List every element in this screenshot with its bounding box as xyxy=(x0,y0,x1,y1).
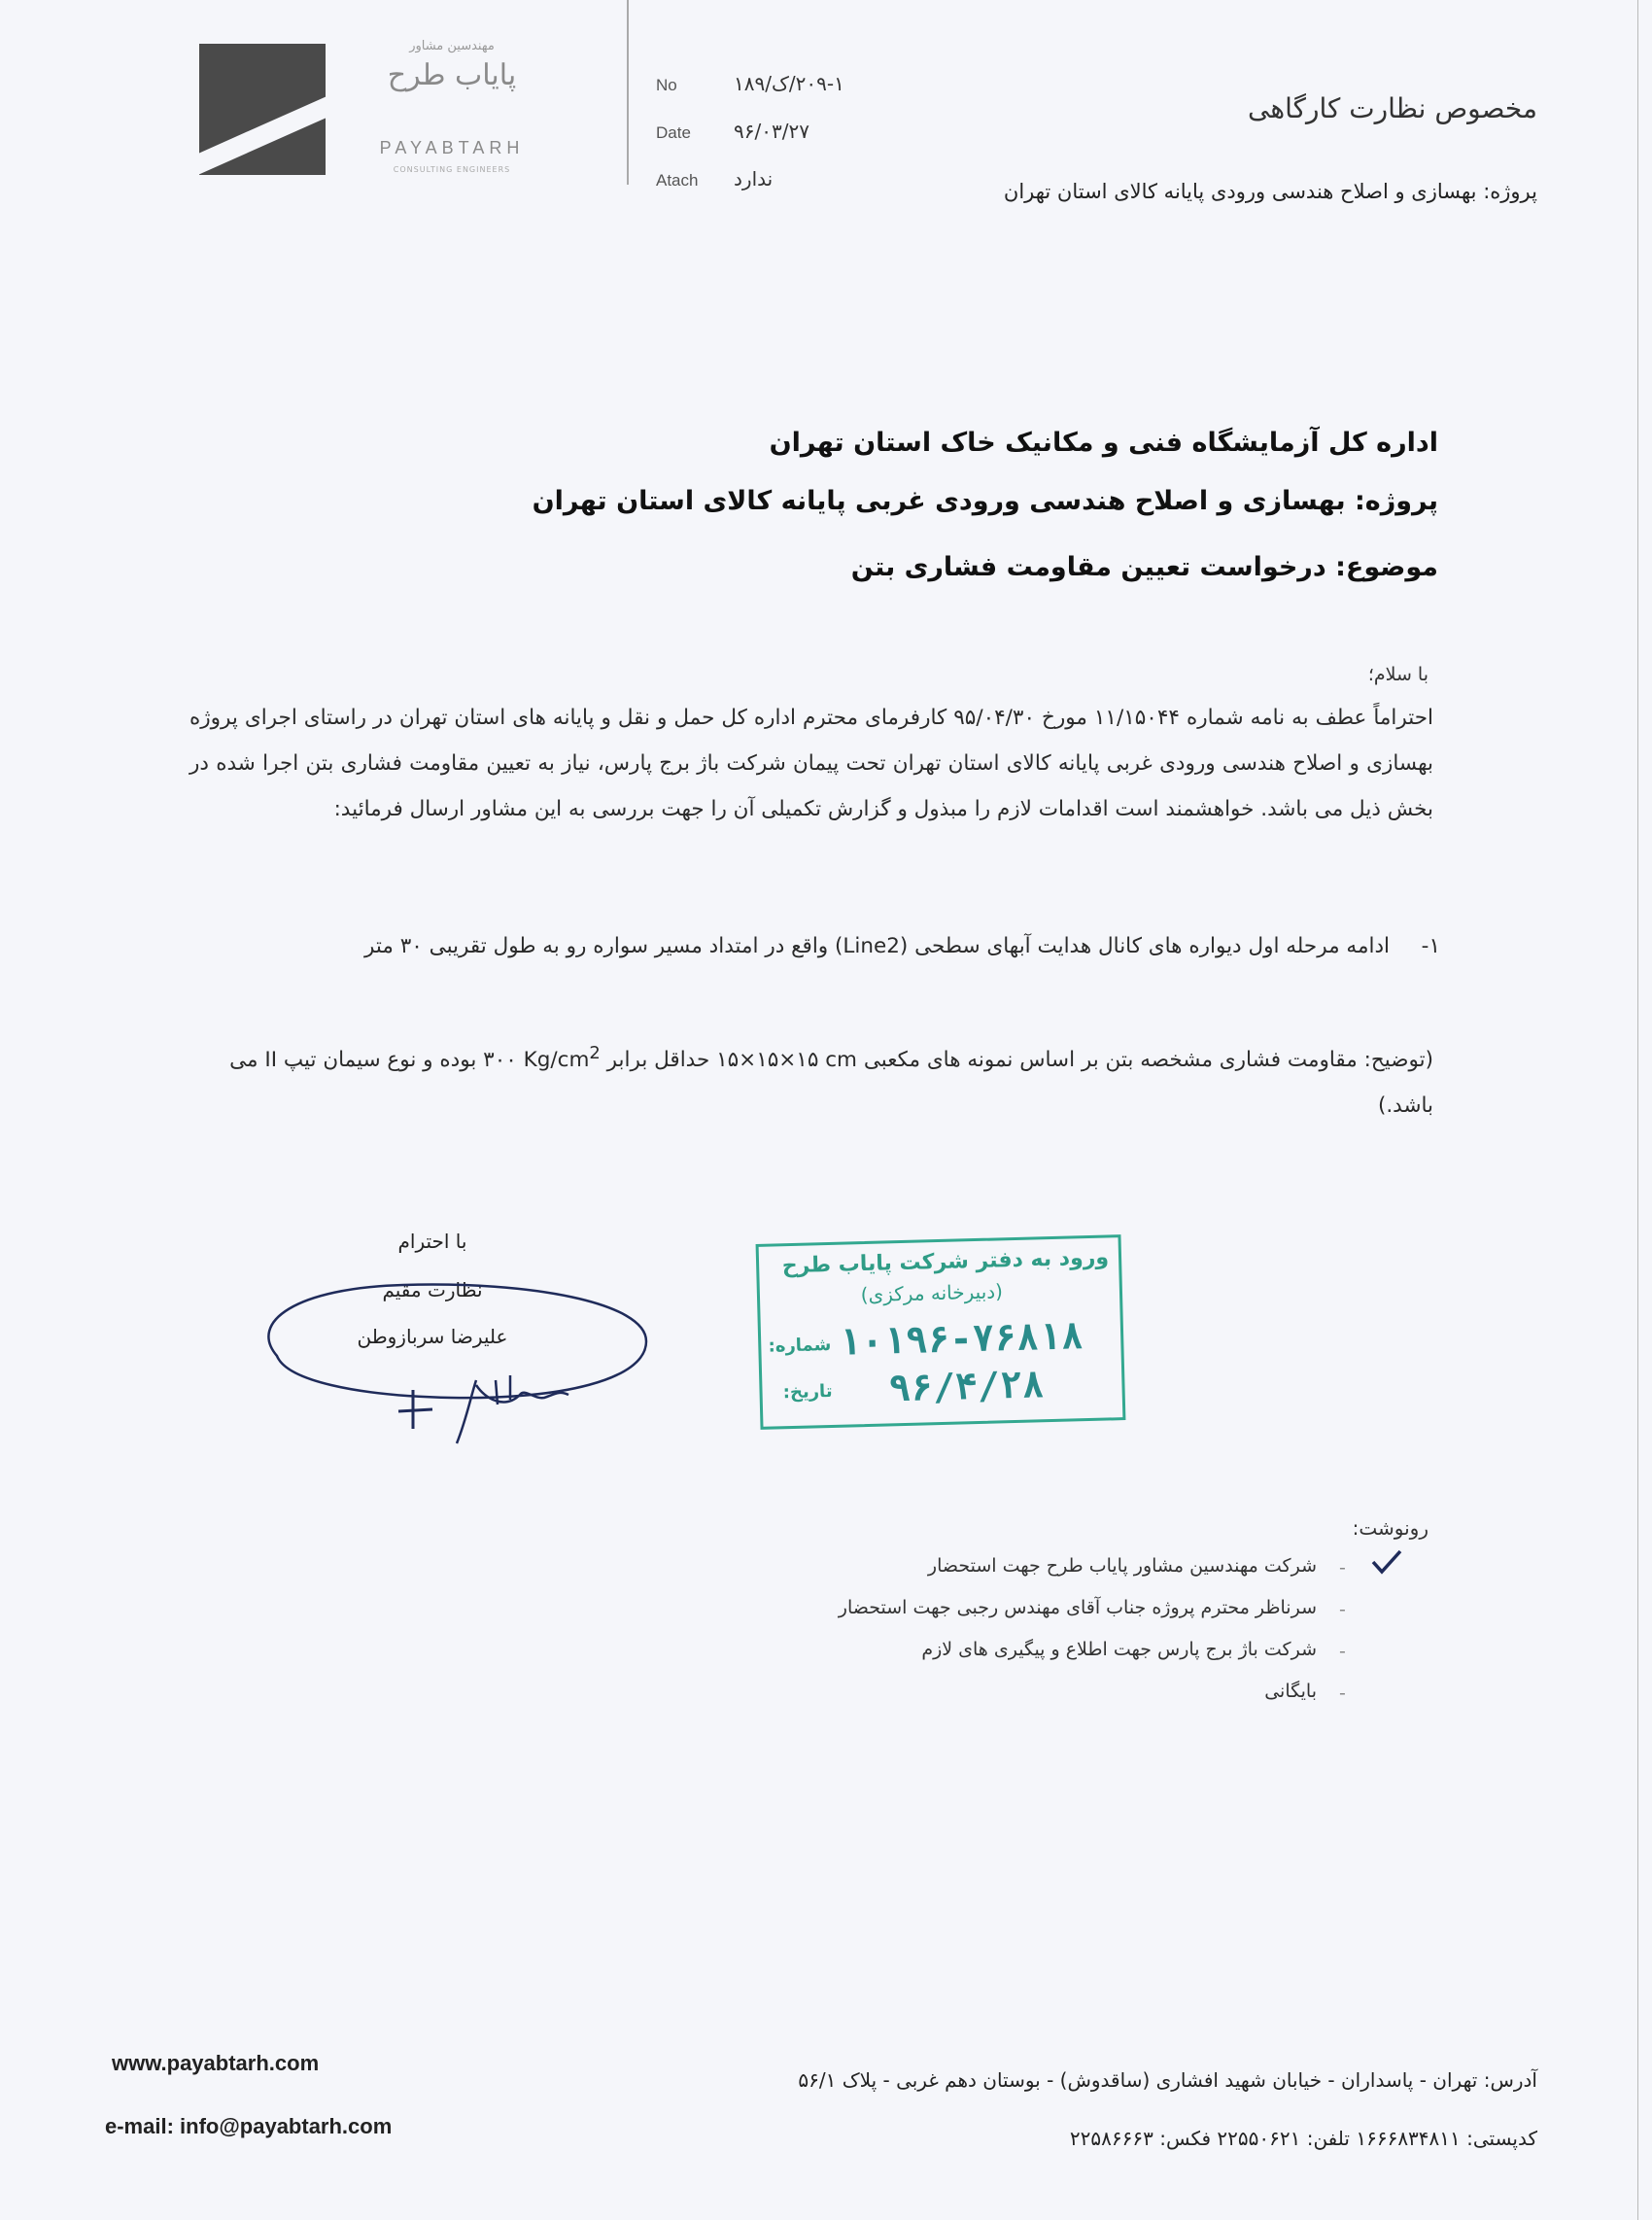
item-number: ۱- xyxy=(1421,934,1440,958)
attach-label: Atach xyxy=(656,171,699,190)
logo-name-fa: پایاب طرح xyxy=(387,58,517,92)
stamp-number: ۱۰۱۹۶-۷۶۸۱۸ xyxy=(838,1314,1084,1364)
recipient: اداره کل آزمایشگاه فنی و مکانیک خاک استان تهران xyxy=(769,428,1438,458)
letter-date: ۹۶/۰۳/۲۷ xyxy=(734,120,809,143)
company-logo-mark xyxy=(199,44,326,175)
letter-body: احتراماً عطف به نامه شماره ۱۱/۱۵۰۴۴ مورخ ۹۵/۰۴/۳۰ کارفرمای محترم اداره کل حمل و نقل و پایانه های استان تهران در راستای اجرای پروژه بهسازی و اصلاح هندسی ورودی غربی پایانه کالای استان تهران تحت پیمان شرکت باژ برج پارس، نیاز به تعیین مقاومت فشاری بتن اجرا شده در بخش ذیل می باشد. خواهشمند است اقدامات لازم را مبذول و گزارش تکمیلی آن را جهت بررسی به این مشاور ارسال فرمائید: xyxy=(189,706,1433,821)
cc-item: بایگانی xyxy=(1264,1681,1317,1702)
signer-position: نظارت مقیم xyxy=(382,1278,483,1301)
letter-number: ۲۰۹-۱/ک/۱۸۹ xyxy=(734,72,844,95)
letter-project: پروژه: بهسازی و اصلاح هندسی ورودی غربی پایانه کالای استان تهران xyxy=(532,486,1438,516)
signer-name: علیرضا سربازوطن xyxy=(357,1325,508,1348)
header-project-line: پروژه: بهسازی و اصلاح هندسی ورودی پایانه کالای استان تهران xyxy=(1003,180,1537,203)
cc-bullet: - xyxy=(1339,1682,1346,1704)
website-link[interactable]: www.payabtarh.com xyxy=(112,2051,320,2075)
cc-item: شرکت باژ برج پارس جهت اطلاع و پیگیری های لازم xyxy=(921,1639,1317,1660)
cc-item: سرناظر محترم پروژه جناب آقای مهندس رجبی جهت استحضار xyxy=(838,1597,1317,1618)
cc-item: شرکت مهندسین مشاور پایاب طرح جهت استحضار xyxy=(927,1555,1317,1577)
stamp-title: ورود به دفتر شرکت پایاب طرح xyxy=(781,1245,1110,1279)
date-label: Date xyxy=(656,123,691,142)
supervision-title: مخصوص نظارت کارگاهی xyxy=(1248,92,1537,124)
footer-contact: کدپستی: ۱۶۶۶۸۳۴۸۱۱ تلفن: ۲۲۵۵۰۶۲۱ فکس: ۲۲۵۸۶۶۶۳ xyxy=(1069,2127,1537,2150)
check-icon xyxy=(1370,1548,1403,1576)
note-strength xyxy=(483,1043,601,1073)
cc-bullet: - xyxy=(1339,1557,1346,1578)
number-label: No xyxy=(656,76,677,94)
cc-title: رونوشت: xyxy=(1352,1516,1428,1540)
stamp-subtitle: (دبیرخانه مرکزی) xyxy=(860,1279,1004,1307)
note-strength-exponent: 2 xyxy=(589,1043,601,1063)
email-link[interactable]: e-mail: info@payabtarh.com xyxy=(105,2114,393,2138)
cc-bullet: - xyxy=(1339,1641,1346,1662)
logo-stripe xyxy=(199,85,326,175)
logo-name-en: PAYABTARH xyxy=(379,138,525,157)
logo-subtitle: مهندسین مشاور xyxy=(409,39,495,53)
note-strength-value: ۳۰۰ Kg/cm xyxy=(483,1048,590,1073)
page-edge-line xyxy=(1637,0,1638,2220)
closing: با احترام xyxy=(397,1230,467,1253)
cc-bullet: - xyxy=(1339,1599,1346,1620)
technical-note xyxy=(189,1030,1433,1128)
letter-subject: موضوع: درخواست تعیین مقاومت فشاری بتن xyxy=(850,552,1438,582)
stamp-number-label: شماره: xyxy=(768,1334,832,1357)
note-part-3: بوده و نوع سیمان تیپ II می باشد.) xyxy=(229,1048,1433,1119)
item-text: ادامه مرحله اول دیواره های کانال هدایت آبهای سطحی (Line2) واقع در امتداد مسیر سواره رو به طول تقریبی ۳۰ متر xyxy=(364,934,1390,958)
stamp-date-label: تاریخ: xyxy=(782,1380,833,1404)
logo-tagline: CONSULTING ENGINEERS xyxy=(393,165,511,174)
header-divider xyxy=(627,0,629,185)
salutation: با سلام؛ xyxy=(1367,664,1428,685)
handwritten-signature xyxy=(389,1351,583,1458)
registration-stamp xyxy=(756,1234,1126,1430)
note-part-2: حداقل برابر xyxy=(600,1048,717,1073)
note-cube-size: ۱۵×۱۵×۱۵ cm xyxy=(716,1048,857,1073)
attach-value: ندارد xyxy=(734,167,774,191)
stamp-date: ۹۶/۴/۲۸ xyxy=(887,1363,1046,1410)
note-part-1: (توضیح: مقاومت فشاری مشخصه بتن بر اساس نمونه های مکعبی xyxy=(857,1048,1433,1073)
footer-address: آدرس: تهران - پاسداران - خیابان شهید افشاری (ساقدوش) - بوستان دهم غربی - پلاک ۵۶/۱ xyxy=(798,2068,1537,2092)
